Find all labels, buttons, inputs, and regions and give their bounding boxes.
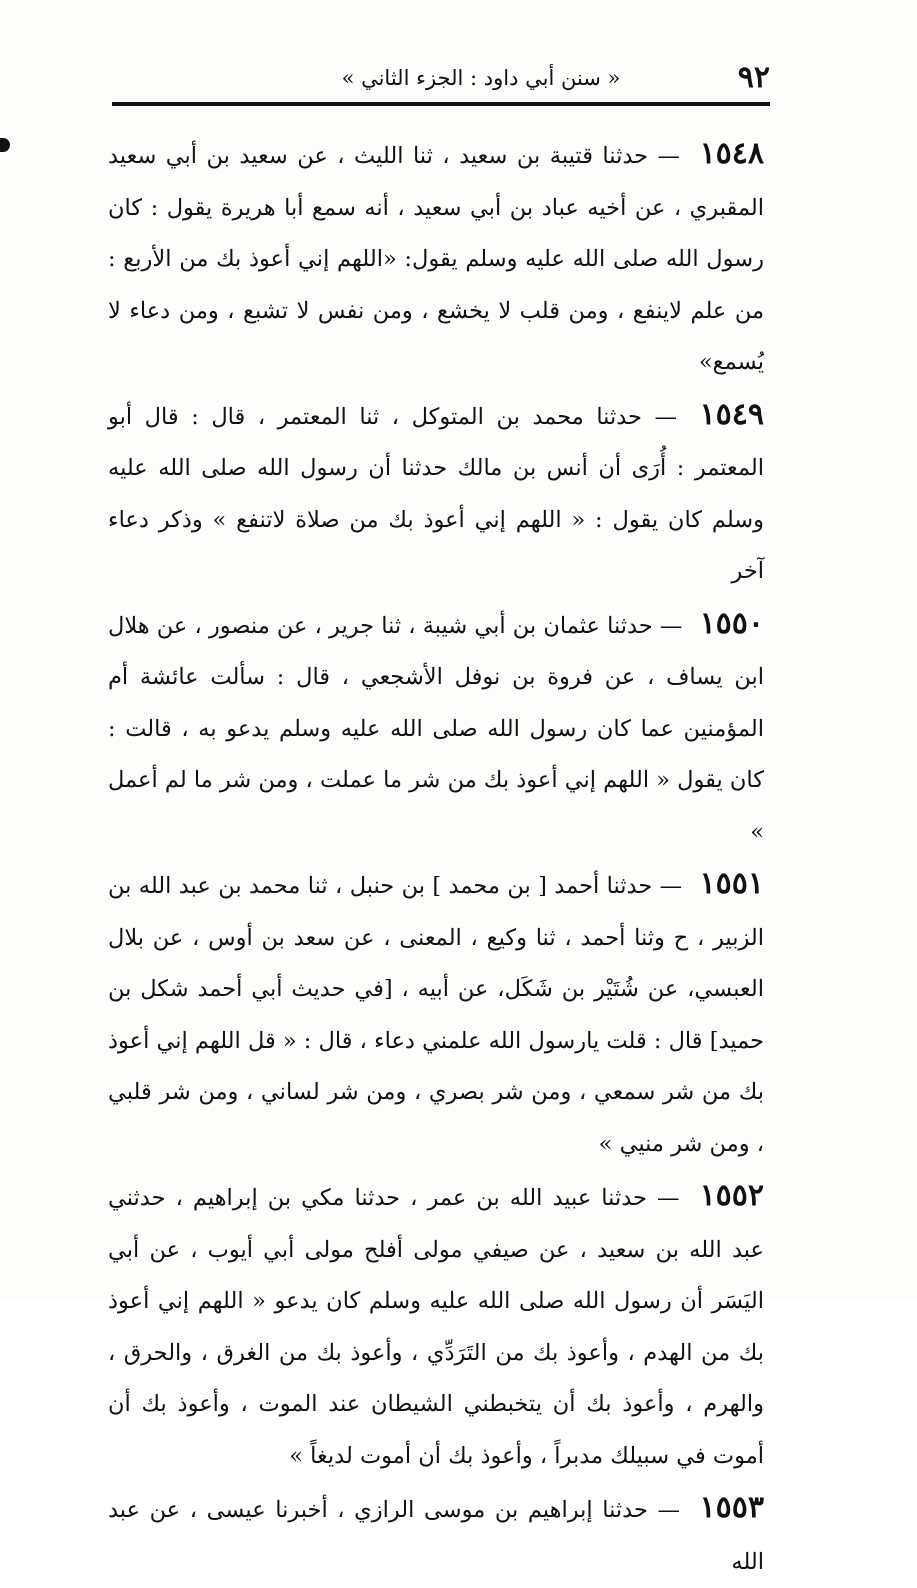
- hadith-number: ١٥٥٣: [699, 1490, 764, 1525]
- hadith-text: — حدثنا قتيبة بن سعيد ، ثنا الليث ، عن سعيد بن أبي سعيد المقبري ، عن أخيه عباد بن أبي سعيد ، أنه سمع أبا هريرة يقول : كان رسول الله صلى الله عليه وسلم يقول: «اللهم إني أعوذ بك من الأربع : من علم لاينفع ، ومن قلب لا يخشع ، ومن نفس لا تشبع ، ومن دعاء لا يُسمع»: [108, 143, 764, 375]
- running-title: « سنن أبي داود : الجزء الثاني »: [341, 66, 621, 90]
- hadith-number: ١٥٥٢: [699, 1178, 765, 1213]
- page-body: [108, 128, 764, 1588]
- hadith-1552: [108, 1170, 764, 1482]
- margin-ink-mark: [0, 138, 10, 152]
- hadith-1550: [108, 598, 764, 859]
- hadith-text: — حدثنا أحمد [ بن محمد ] بن حنبل ، ثنا محمد بن عبد الله بن الزبير ، ح وثنا أحمد ، ثنا وكيع ، المعنى ، عن سعد بن أوس ، عن بلال العبسي، عن شُتَيْر بن شَكَل، عن أبيه ، [في حديث أبي أحمد شكل بن حميد] قال : قلت يارسول الله علمني دعاء ، قال : « قل اللهم إني أعوذ بك من شر سمعي ، ومن شر بصري ، ومن شر لساني ، ومن شر قلبي ، ومن شر منيي »: [108, 873, 764, 1157]
- hadith-1548: [108, 128, 764, 389]
- hadith-text: — حدثنا عثمان بن أبي شيبة ، ثنا جرير ، عن منصور ، عن هلال ابن يساف ، عن فروة بن نوفل الأشجعي ، قال : سألت عائشة أم المؤمنين عما كان رسول الله صلى الله عليه وسلم يدعو به ، قالت : كان يقول « اللهم إني أعوذ بك من شر ما عملت ، ومن شر ما لم أعمل »: [108, 612, 764, 845]
- page-header: [112, 58, 770, 98]
- hadith-text: — حدثنا عبيد الله بن عمر ، حدثنا مكي بن إبراهيم ، حدثني عبد الله بن سعيد ، عن صيفي مولى أفلح مولى أبي أيوب ، عن أبي اليَسَر أن رسول الله صلى الله عليه وسلم كان يدعو « اللهم إني أعوذ بك من الهدم ، وأعوذ بك من التَرَدِّي ، وأعوذ بك من الغرق ، والحرق ، والهرم ، وأعوذ بك أن يتخبطني الشيطان عند الموت ، وأعوذ بك أن أموت في سبيلك مدبراً ، وأعوذ بك أن أموت لديغاً »: [108, 1185, 764, 1469]
- hadith-1549: [108, 389, 764, 598]
- hadith-text: — حدثنا إبراهيم بن موسى الرازي ، أخبرنا عيسى ، عن عبد الله: [108, 1497, 764, 1575]
- hadith-text: — حدثنا محمد بن المتوكل ، ثنا المعتمر ، قال : قال أبو المعتمر : أُرَى أن أنس بن مالك حدثنا أن رسول الله صلى الله عليه وسلم كان يقول : « اللهم إني أعوذ بك من صلاة لاتنفع » وذكر دعاء آخر: [108, 403, 764, 584]
- hadith-number: ١٥٤٩: [699, 396, 764, 432]
- hadith-number: ١٥٤٨: [699, 136, 765, 171]
- header-rule: [112, 102, 770, 106]
- page-number: ٩٢: [737, 60, 770, 95]
- hadith-1551: [108, 858, 764, 1170]
- hadith-1553: [108, 1482, 764, 1588]
- hadith-number: ١٥٥١: [699, 866, 764, 901]
- hadith-number: ١٥٥٠: [699, 605, 765, 641]
